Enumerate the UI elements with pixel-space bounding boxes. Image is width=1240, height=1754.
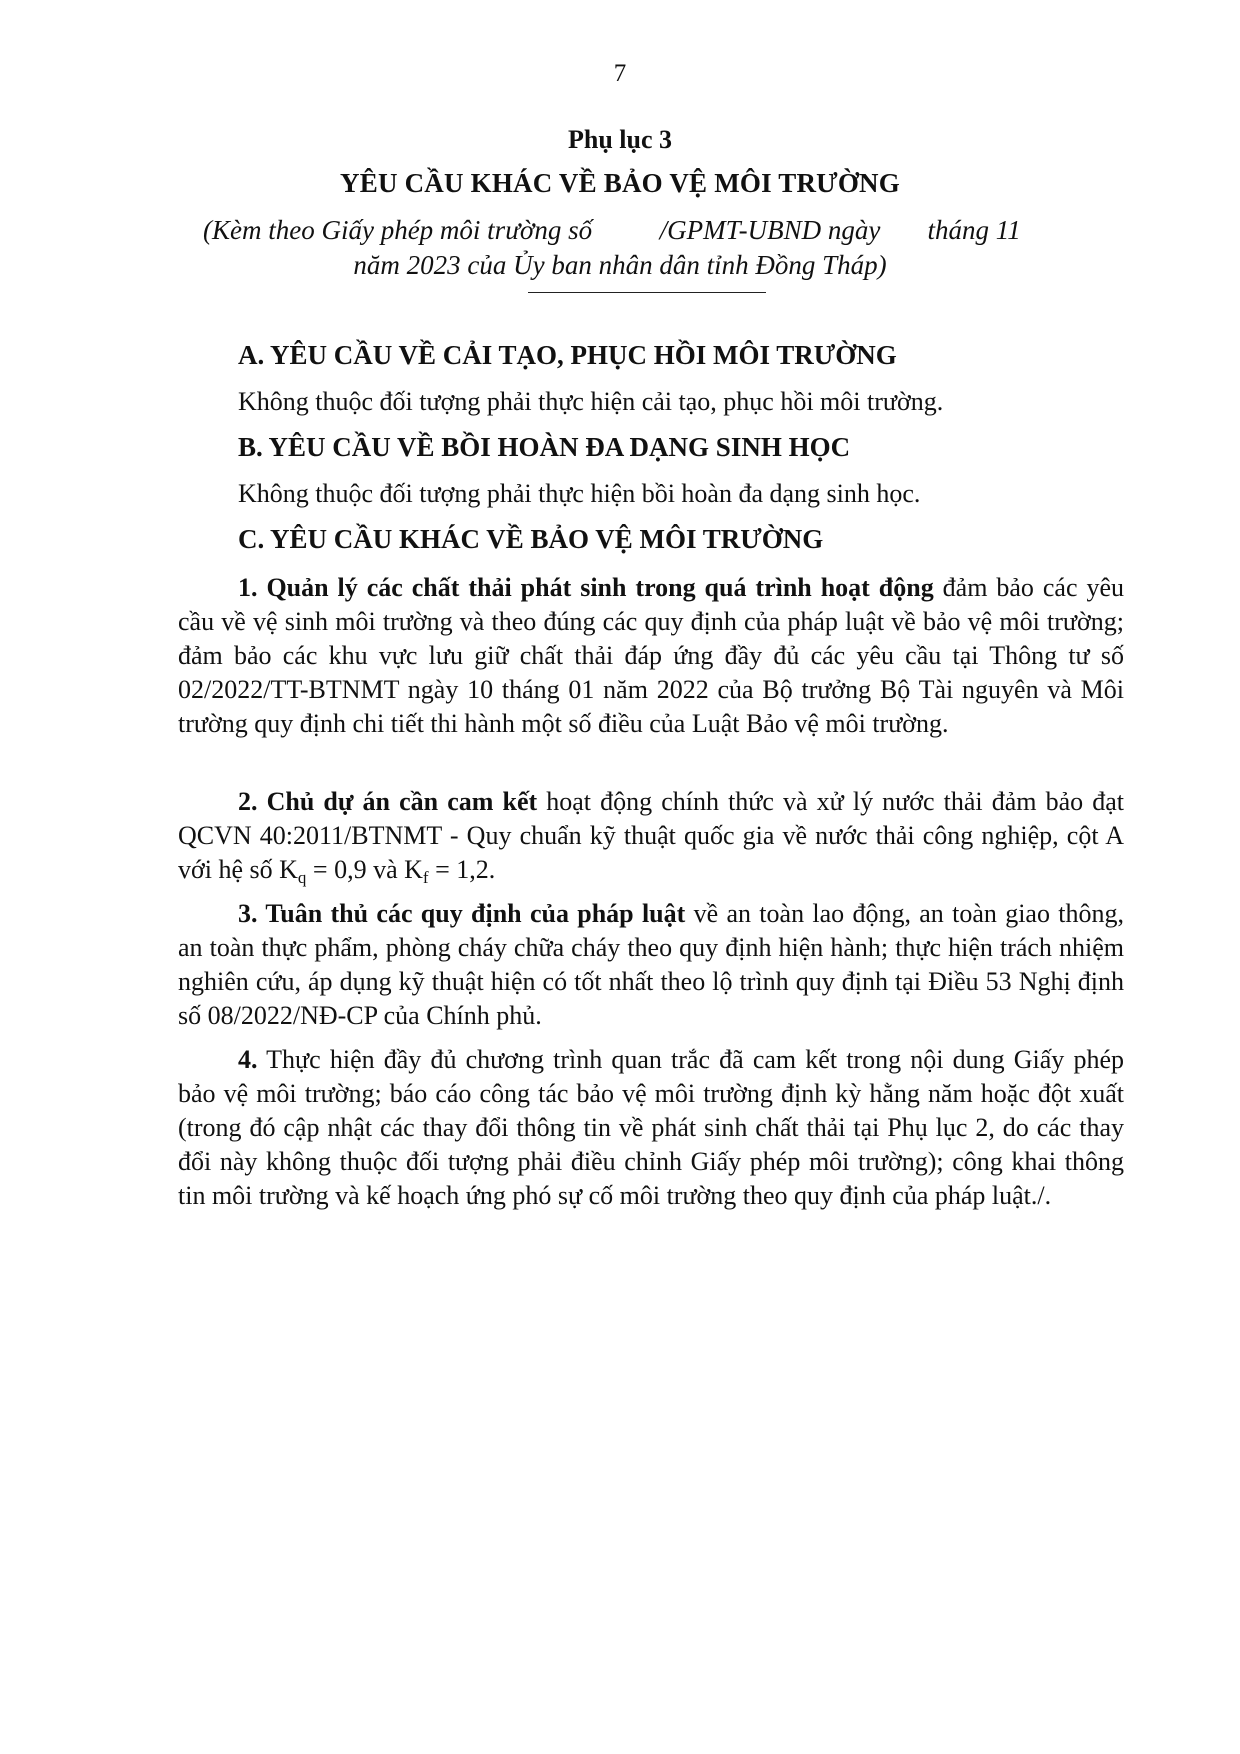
item-4-body: Thực hiện đầy đủ chương trình quan trắc đã cam kết trong nội dung Giấy phép bảo vệ môi trường; báo cáo công tác bảo vệ môi trường định kỳ hằng năm hoặc đột xuất (trong đó cập nhật các thay đổi thông tin về phát sinh chất thải tại Phụ lục 2, do các thay đổi này không thuộc đối tượng phải điều chỉnh Giấy phép môi trường); công khai thông tin môi trường và kế hoạch ứng phó sự cố môi trường theo quy định của pháp luật./. (178, 1045, 1124, 1210)
item-2-subscript-f: f (422, 868, 429, 887)
item-2-body-2: = 0,9 và K (306, 855, 423, 884)
item-1-paragraph (178, 571, 1124, 741)
section-c-heading: C. YÊU CẦU KHÁC VỀ BẢO VỆ MÔI TRƯỜNG (238, 524, 824, 554)
subtitle-line-1: (Kèm theo Giấy phép môi trường số /GPMT-UBND ngày tháng 11 (203, 215, 1021, 245)
item-2-body-1: hoạt động chính thức và xử lý nước thải đảm bảo đạt QCVN 40:2011/BTNMT - Quy chuẩn kỹ thuật quốc gia về nước thải công nghiệp, cột A với hệ số K (178, 787, 1124, 884)
item-2-lead: 2. Chủ dự án cần cam kết (238, 787, 538, 816)
item-4-lead: 4. (238, 1045, 258, 1074)
page-number: 7 (613, 60, 627, 87)
section-b-heading: B. YÊU CẦU VỀ BỒI HOÀN ĐA DẠNG SINH HỌC (238, 432, 851, 462)
item-2-paragraph (178, 785, 1124, 887)
appendix-title: Phụ lục 3 (567, 125, 673, 154)
section-b-text: Không thuộc đối tượng phải thực hiện bồi hoàn đa dạng sinh học. (238, 479, 921, 508)
item-3-paragraph (178, 897, 1124, 1033)
item-4-paragraph (178, 1043, 1124, 1213)
item-3-lead: 3. Tuân thủ các quy định của pháp luật (238, 899, 686, 928)
item-3-body: về an toàn lao động, an toàn giao thông, an toàn thực phẩm, phòng cháy chữa cháy theo quy định hiện hành; thực hiện trách nhiệm nghiên cứu, áp dụng kỹ thuật hiện có tốt nhất theo lộ trình quy định tại Điều 53 Nghị định số 08/2022/NĐ-CP của Chính phủ. (178, 899, 1124, 1030)
item-1-lead: 1. Quản lý các chất thải phát sinh trong quá trình hoạt động (238, 573, 934, 602)
document-title: YÊU CẦU KHÁC VỀ BẢO VỆ MÔI TRƯỜNG (340, 168, 900, 198)
item-2-subscript-q: q (297, 868, 307, 887)
section-a-text: Không thuộc đối tượng phải thực hiện cải tạo, phục hồi môi trường. (238, 387, 944, 416)
section-a-heading: A. YÊU CẦU VỀ CẢI TẠO, PHỤC HỒI MÔI TRƯỜNG (238, 340, 897, 370)
item-1-body: đảm bảo các yêu cầu về vệ sinh môi trường và theo đúng các quy định của pháp luật về bảo vệ môi trường; đảm bảo các khu vực lưu giữ chất thải đáp ứng đầy đủ các yêu cầu tại Thông tư số 02/2022/TT-BTNMT ngày 10 tháng 01 năm 2022 của Bộ trưởng Bộ Tài nguyên và Môi trường quy định chi tiết thi hành một số điều của Luật Bảo vệ môi trường. (178, 573, 1124, 738)
title-divider (528, 292, 766, 293)
subtitle-line-2: năm 2023 của Ủy ban nhân dân tỉnh Đồng Tháp) (353, 250, 887, 280)
item-2-body-3: = 1,2. (428, 855, 496, 884)
